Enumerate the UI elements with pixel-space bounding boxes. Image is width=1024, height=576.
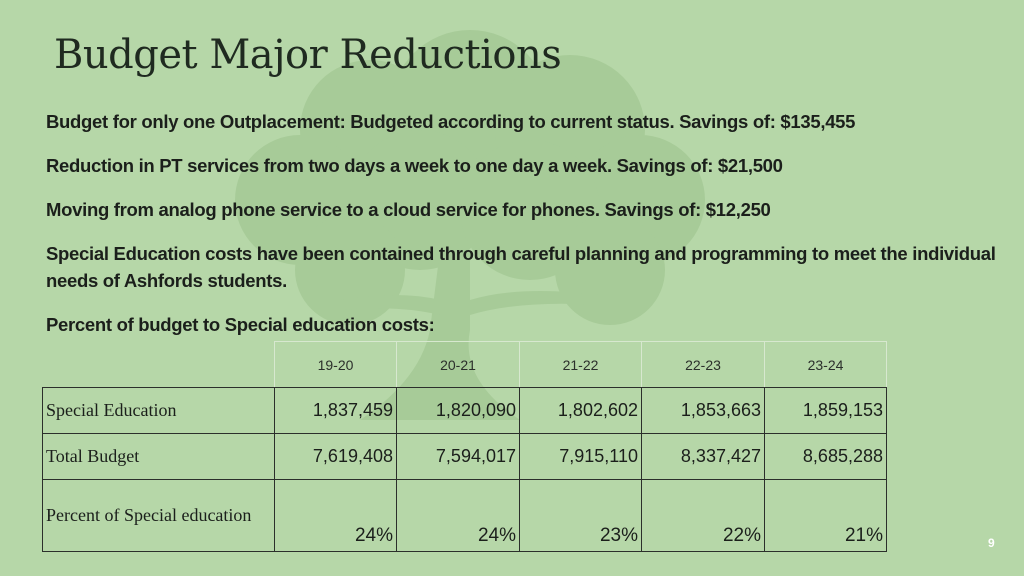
table-header-row — [43, 342, 887, 388]
percent-of-budget-heading: Percent of budget to Special education costs: — [46, 314, 435, 335]
table-row — [43, 480, 887, 552]
table-cell: 1,820,090 — [397, 388, 520, 434]
table-header-cell: 19-20 — [275, 342, 397, 388]
table-cell: 23% — [520, 480, 642, 552]
pt-services-savings-text: Reduction in PT services from two days a week to one day a week. Savings of: $21,500 — [46, 155, 783, 176]
table-cell: 7,619,408 — [275, 434, 397, 480]
table-cell: 7,915,110 — [520, 434, 642, 480]
table-header-corner — [43, 342, 275, 388]
table-header-cell: 21-22 — [520, 342, 642, 388]
table-header-cell: 23-24 — [765, 342, 887, 388]
special-education-costs-text: Special Education costs have been contained through careful planning and programming to meet the individual needs of Ashfords students. — [46, 243, 996, 291]
table-cell: 24% — [397, 480, 520, 552]
table-header-cell: 22-23 — [642, 342, 765, 388]
table-row — [43, 434, 887, 480]
table-cell: 21% — [765, 480, 887, 552]
page-number: 9 — [988, 536, 995, 550]
table-cell: 7,594,017 — [397, 434, 520, 480]
table-cell: 1,802,602 — [520, 388, 642, 434]
outplacement-savings-text: Budget for only one Outplacement: Budgeted according to current status. Savings of: $135,455 — [46, 111, 856, 132]
table-cell: 1,859,153 — [765, 388, 887, 434]
table-row — [43, 388, 887, 434]
row-label: Total Budget — [43, 434, 275, 480]
table-cell: 1,837,459 — [275, 388, 397, 434]
table-cell: 1,853,663 — [642, 388, 765, 434]
table-cell: 8,685,288 — [765, 434, 887, 480]
slide-title: Budget Major Reductions — [54, 32, 562, 78]
phone-service-savings-text: Moving from analog phone service to a cloud service for phones. Savings of: $12,250 — [46, 199, 771, 220]
table-cell: 22% — [642, 480, 765, 552]
special-education-budget-table — [42, 341, 887, 552]
row-label: Percent of Special education — [43, 480, 275, 552]
row-label: Special Education — [43, 388, 275, 434]
table-cell: 8,337,427 — [642, 434, 765, 480]
table-header-cell: 20-21 — [397, 342, 520, 388]
table-cell: 24% — [275, 480, 397, 552]
